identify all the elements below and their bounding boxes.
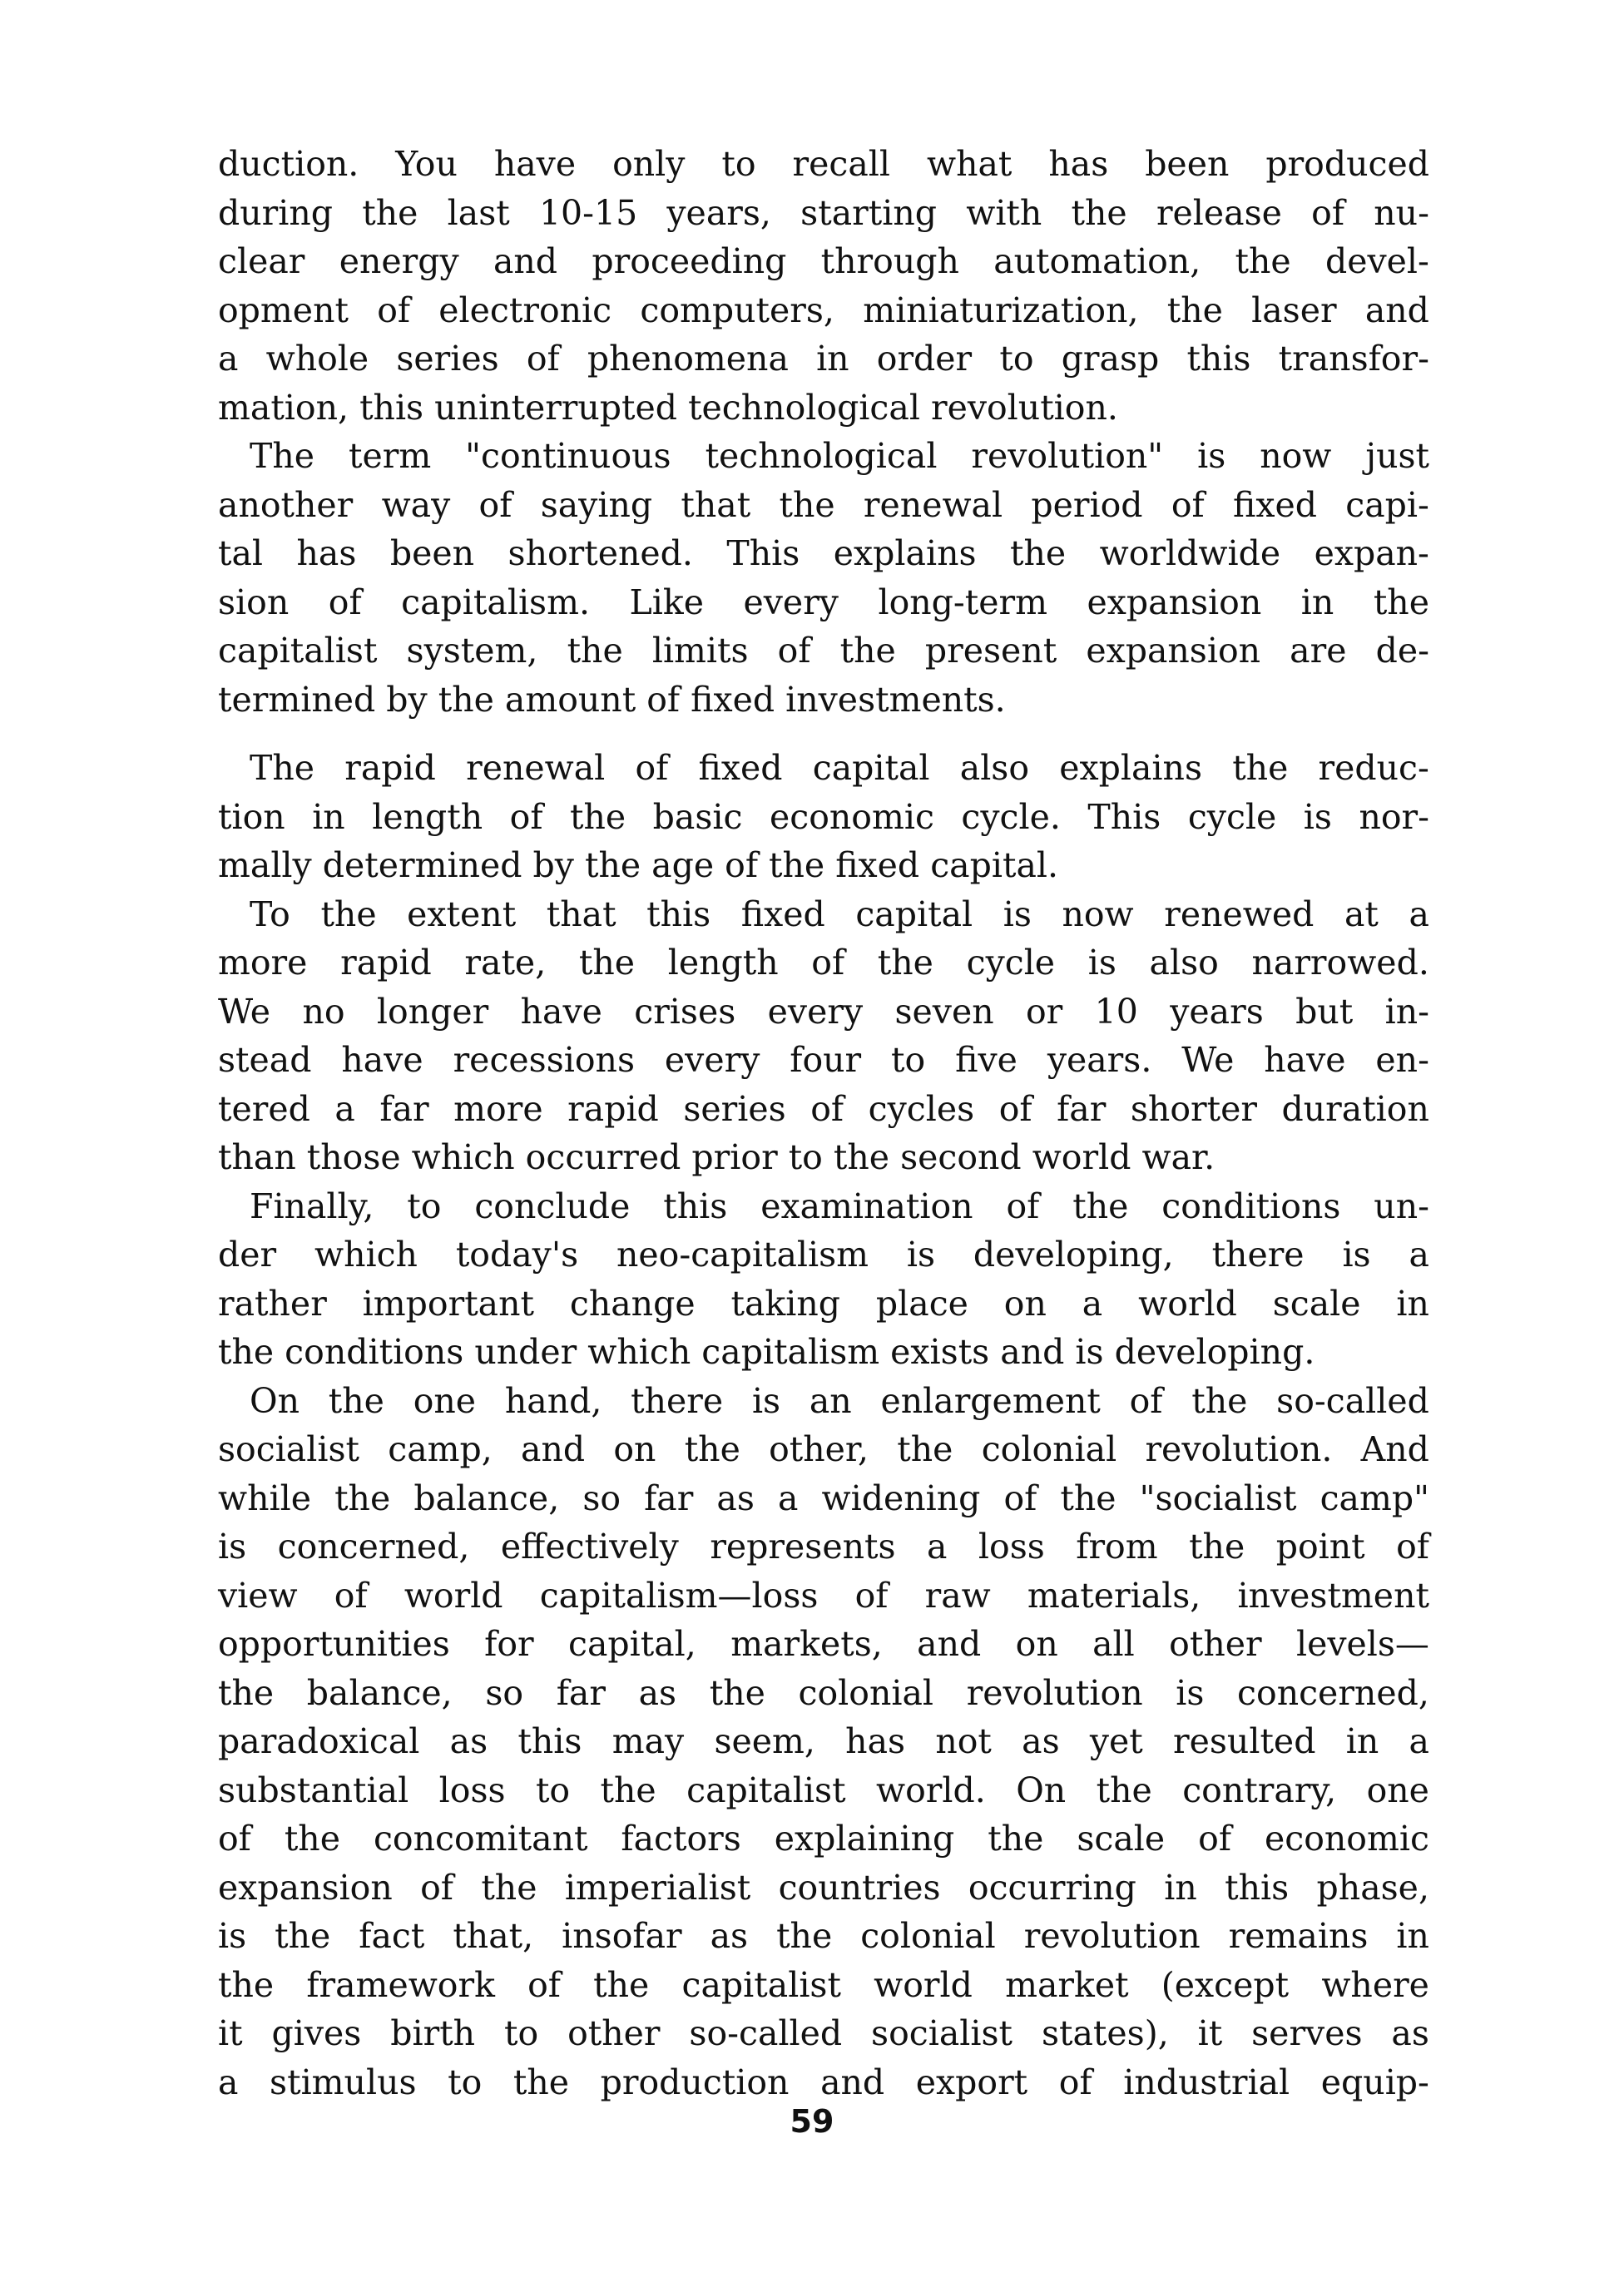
text-line: than those which occurred prior to the second world war. (218, 1137, 1216, 1177)
text-line: To the extent that this fixed capital is now renewed at a (250, 894, 1429, 934)
text-line: opment of electronic computers, miniaturization, the laser and (218, 290, 1429, 330)
text-line: expansion of the imperialist countries occurring in this phase, (218, 1867, 1429, 1908)
text-line: paradoxical as this may seem, has not as yet resulted in a (218, 1721, 1429, 1761)
text-line: mation, this uninterrupted technological revolution. (218, 387, 1118, 428)
text-line: opportunities for capital, markets, and on all other levels— (218, 1624, 1429, 1664)
text-line: tal has been shortened. This explains the worldwide expan- (218, 533, 1429, 573)
paragraph (218, 890, 1429, 1182)
text-line: mally determined by the age of the fixed capital. (218, 845, 1059, 885)
text-line: another way of saying that the renewal period of fixed capi- (218, 484, 1429, 525)
page-body (218, 140, 1429, 2106)
text-line: clear energy and proceeding through automation, the devel- (218, 241, 1429, 281)
text-line: the conditions under which capitalism exists and is developing. (218, 1332, 1315, 1372)
text-line: during the last 10-15 years, starting with the release of nu- (218, 192, 1429, 233)
text-line: the framework of the capitalist world market (except where (218, 1964, 1429, 2005)
text-line: is the fact that, insofar as the colonial revolution remains in (218, 1916, 1429, 1956)
text-line: a stimulus to the production and export of industrial equip- (218, 2062, 1429, 2102)
text-line: sion of capitalism. Like every long-term expansion in the (218, 582, 1429, 622)
paragraph-gap (218, 724, 1429, 744)
text-line: tered a far more rapid series of cycles of far shorter duration (218, 1088, 1429, 1129)
paragraph (218, 140, 1429, 432)
text-line: We no longer have crises every seven or 10 years but in- (218, 991, 1429, 1032)
text-line: a whole series of phenomena in order to grasp this transfor- (218, 339, 1429, 379)
page-number: 59 (790, 2103, 834, 2140)
text-line: stead have recessions every four to five years. We have en- (218, 1040, 1429, 1080)
text-line: socialist camp, and on the other, the colonial revolution. And (218, 1429, 1429, 1469)
text-line: der which today's neo-capitalism is developing, there is a (218, 1235, 1429, 1275)
text-line: more rapid rate, the length of the cycle is also narrowed. (218, 943, 1429, 983)
text-line: On the one hand, there is an enlargement of the so-called (250, 1380, 1429, 1421)
paragraph (218, 1377, 1429, 2107)
text-line: of the concomitant factors explaining the scale of economic (218, 1819, 1429, 1859)
text-line: The term "continuous technological revolution" is now just (250, 436, 1429, 476)
text-line: rather important change taking place on a world scale in (218, 1283, 1429, 1324)
text-line: view of world capitalism—loss of raw materials, investment (218, 1575, 1429, 1616)
text-line: capitalist system, the limits of the present expansion are de- (218, 631, 1429, 671)
text-line: duction. You have only to recall what has been produced (218, 144, 1429, 184)
text-line: Finally, to conclude this examination of the conditions un- (250, 1186, 1429, 1226)
paragraph (218, 744, 1429, 890)
paragraph (218, 1182, 1429, 1377)
text-line: substantial loss to the capitalist world. On the contrary, one (218, 1770, 1429, 1810)
text-line: is concerned, effectively represents a loss from the point of (218, 1527, 1429, 1567)
text-line: The rapid renewal of fixed capital also explains the reduc- (250, 748, 1429, 788)
text-line: while the balance, so far as a widening of the "socialist camp" (218, 1478, 1429, 1518)
text-line: termined by the amount of fixed investments. (218, 679, 1006, 720)
text-line: tion in length of the basic economic cycle. This cycle is nor- (218, 796, 1429, 837)
text-line: the balance, so far as the colonial revolution is concerned, (218, 1672, 1429, 1713)
paragraph (218, 432, 1429, 724)
text-line: it gives birth to other so-called socialist states), it serves as (218, 2013, 1429, 2053)
